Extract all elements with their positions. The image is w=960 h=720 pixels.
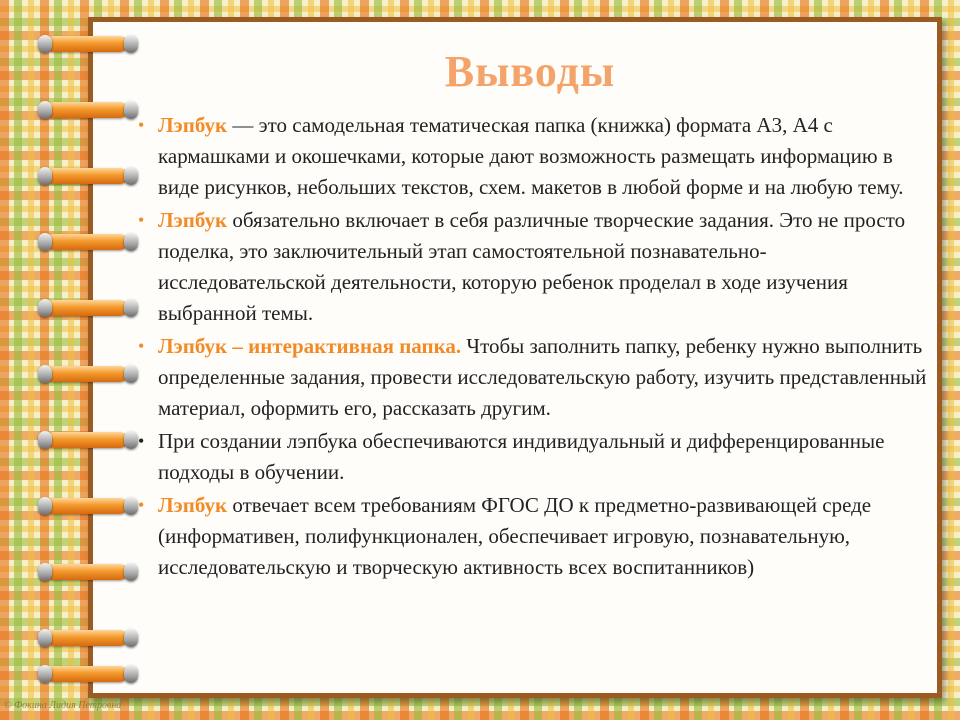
bullet-item <box>136 426 936 488</box>
bullet-text: отвечает всем требованиям ФГОС ДО к предметно-развивающей среде (информативен, полифункционален, обеспечивает игровую, познавательную, исследовательскую и творческую активность всех воспитанников) <box>158 493 872 579</box>
highlight-term: Лэпбук – интерактивная папка. <box>158 334 462 358</box>
bullet-icon: • <box>138 336 145 356</box>
binder-ring-icon <box>36 558 136 584</box>
bullet-item <box>136 110 936 203</box>
slide-title: Выводы <box>444 47 616 96</box>
bullet-item <box>136 205 936 329</box>
binder-ring-icon <box>36 162 136 188</box>
binder-ring-icon <box>36 96 136 122</box>
bullet-text: Чтобы заполнить папку, ребенку нужно выполнить определенные задания, провести исследовательскую работу, изучить представленный материал, оформить его, рассказать другим. <box>158 334 927 420</box>
binder-ring-icon <box>36 660 136 686</box>
bullet-icon: • <box>138 210 145 230</box>
binder-ring-icon <box>36 228 136 254</box>
highlight-term: Лэпбук <box>158 113 228 137</box>
bullet-item <box>136 490 936 583</box>
bullet-text: — это самодельная тематическая папка (книжка) формата А3, А4 с кармашками и окошечками, которые дают возможность размещать информацию в виде рисунков, небольших текстов, схем. макетов в любой форме и на любую тему. <box>158 113 904 199</box>
bullet-icon: • <box>138 495 145 515</box>
binder-ring-icon <box>36 360 136 386</box>
bullet-icon: • <box>138 115 145 135</box>
binder-ring-icon <box>36 294 136 320</box>
binder-ring-icon <box>36 30 136 56</box>
highlight-term: Лэпбук <box>158 208 228 232</box>
binder-ring-icon <box>36 492 136 518</box>
slide-content <box>136 110 936 585</box>
binder-rings <box>36 30 136 720</box>
binder-ring-icon <box>36 426 136 452</box>
bullet-icon: • <box>138 431 145 451</box>
binder-ring-icon <box>36 624 136 650</box>
bullet-text: обязательно включает в себя различные творческие задания. Это не просто поделка, это заключительный этап самостоятельной познавательно- исследовательской деятельности, которую ребенок проделал в ходе изучения выбранной темы. <box>158 208 906 325</box>
bullet-item <box>136 331 936 424</box>
author-watermark: © Фокина Лидия Петровна <box>4 700 122 711</box>
highlight-term: Лэпбук <box>158 493 228 517</box>
bullet-text: При создании лэпбука обеспечиваются индивидуальный и дифференцированные подходы в обучении. <box>158 429 885 484</box>
